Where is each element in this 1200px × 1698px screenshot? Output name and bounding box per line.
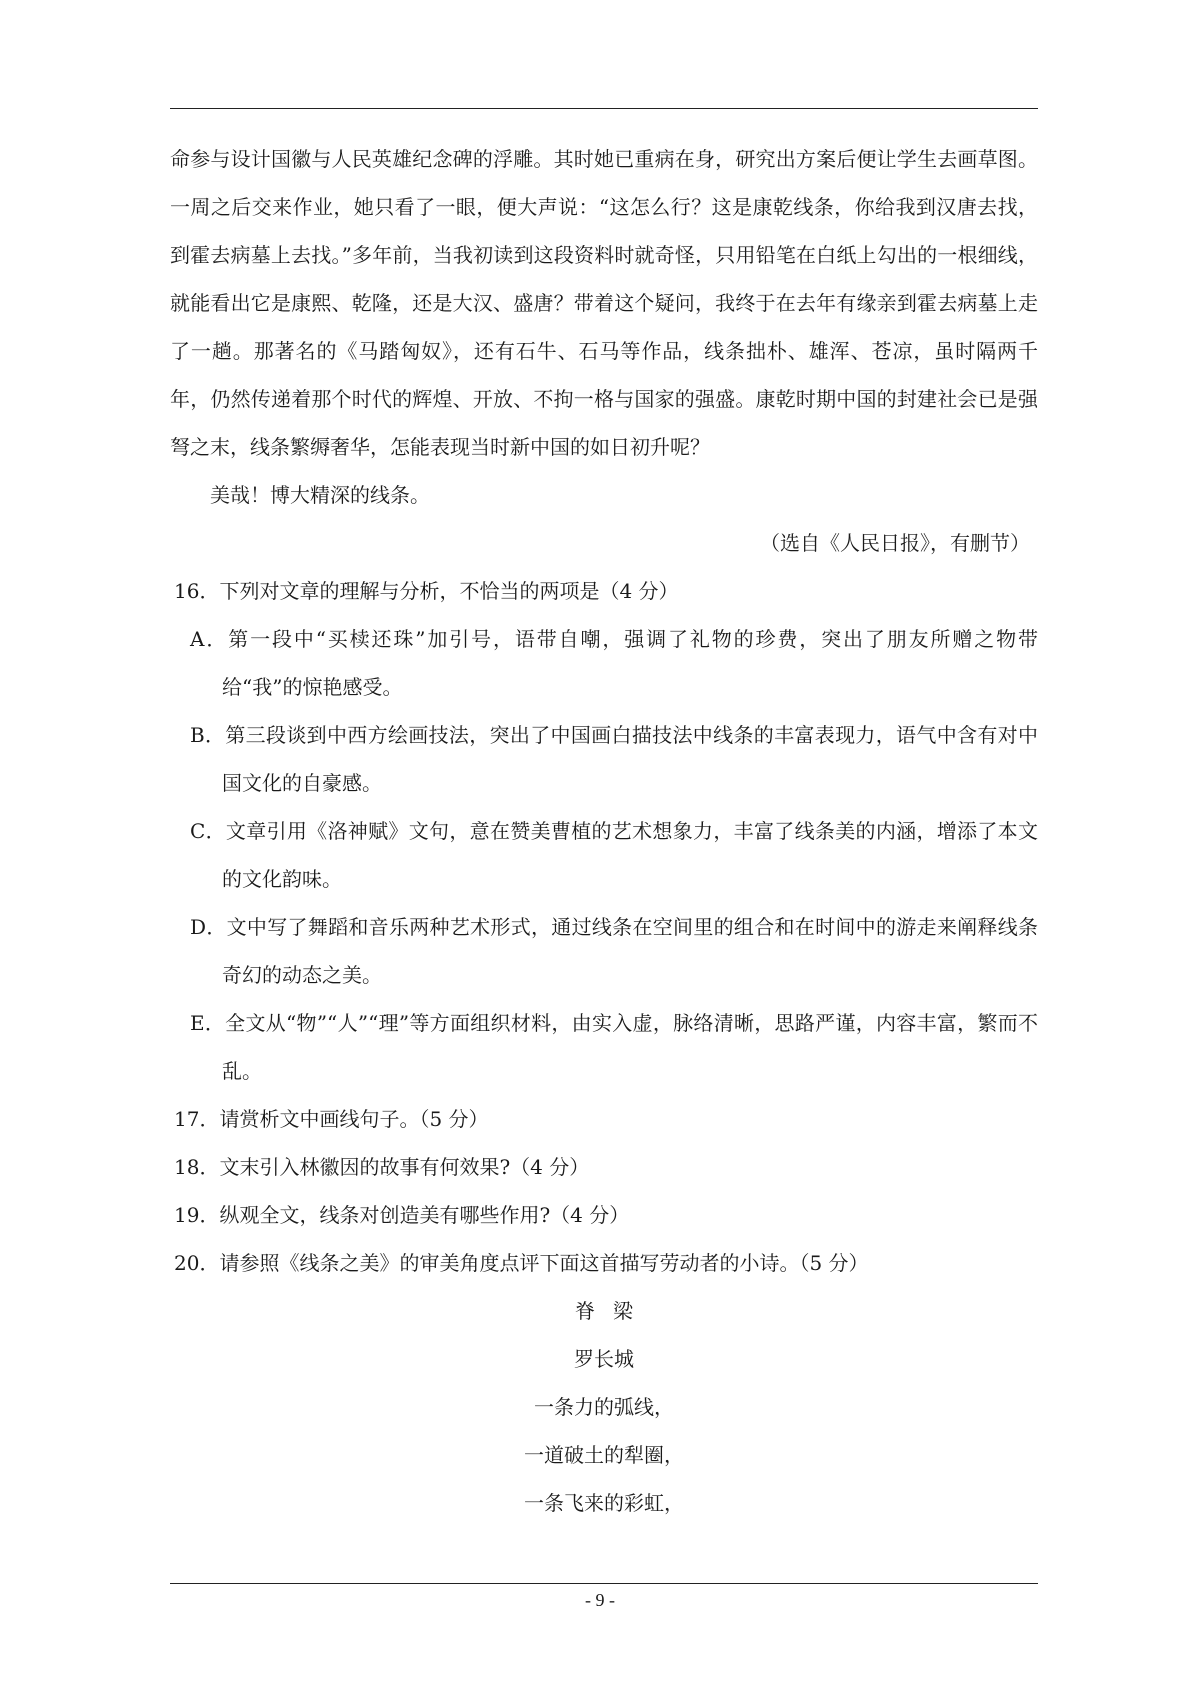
header-rule	[170, 108, 1038, 109]
poem-line: 一条力的弧线，	[534, 1395, 674, 1419]
footer-rule	[170, 1583, 1038, 1584]
question-16: 16．下列对文章的理解与分析，不恰当的两项是（4 分）	[174, 579, 679, 603]
passage-source: （选自《人民日报》，有删节）	[760, 531, 1030, 555]
question-16-option-c: C．文章引用《洛神赋》文句，意在赞美曹植的艺术想象力，丰富了线条美的内涵，增添了本文的文化韵味。	[190, 819, 1038, 891]
question-20: 20．请参照《线条之美》的审美角度点评下面这首描写劳动者的小诗。（5 分）	[174, 1251, 869, 1275]
question-16-option-d: D．文中写了舞蹈和音乐两种艺术形式，通过线条在空间里的组合和在时间中的游走来阐释线条奇幻的动态之美。	[190, 915, 1038, 987]
poem-line: 一道破土的犁圈，	[524, 1443, 684, 1467]
poem-title: 脊梁	[575, 1299, 651, 1323]
question-17: 17．请赏析文中画线句子。（5 分）	[174, 1107, 489, 1131]
passage-paragraph: 命参与设计国徽与人民英雄纪念碑的浮雕。其时她已重病在身，研究出方案后便让学生去画草图。一周之后交来作业，她只看了一眼，便大声说：“这怎么行？这是康乾线条，你给我到汉唐去找，到霍去病墓上去找。”多年前，当我初读到这段资料时就奇怪，只用铅笔在白纸上勾出的一根细线，就能看出它是康熙、乾隆，还是大汉、盛唐？带着这个疑问，我终于在去年有缘亲到霍去病墓上走了一趟。那著名的《马踏匈奴》，还有石牛、石马等作品，线条拙朴、雄浑、苍凉，虽时隔两千年，仍然传递着那个时代的辉煌、开放、不拘一格与国家的强盛。康乾时期中国的封建社会已是强弩之末，线条繁缛奢华，怎能表现当时新中国的如日初升呢？	[170, 147, 1038, 459]
passage-paragraph: 美哉！博大精深的线条。	[210, 483, 430, 507]
question-16-option-b: B．第三段谈到中西方绘画技法，突出了中国画白描技法中线条的丰富表现力，语气中含有对中国文化的自豪感。	[190, 723, 1038, 795]
page-content	[170, 135, 1038, 1527]
question-18: 18．文末引入林徽因的故事有何效果?（4 分）	[174, 1155, 590, 1179]
poem-author: 罗长城	[574, 1347, 634, 1371]
question-16-option-e: E．全文从“物”“人”“理”等方面组织材料，由实入虚，脉络清晰，思路严谨，内容丰富，繁而不乱。	[190, 1011, 1038, 1083]
question-19: 19．纵观全文，线条对创造美有哪些作用?（4 分）	[174, 1203, 630, 1227]
poem-line: 一条飞来的彩虹，	[524, 1491, 684, 1515]
question-16-option-a: A．第一段中“买椟还珠”加引号，语带自嘲，强调了礼物的珍费，突出了朋友所赠之物带给“我”的惊艳感受。	[190, 627, 1038, 699]
page-number: - 9 -	[585, 1590, 615, 1610]
